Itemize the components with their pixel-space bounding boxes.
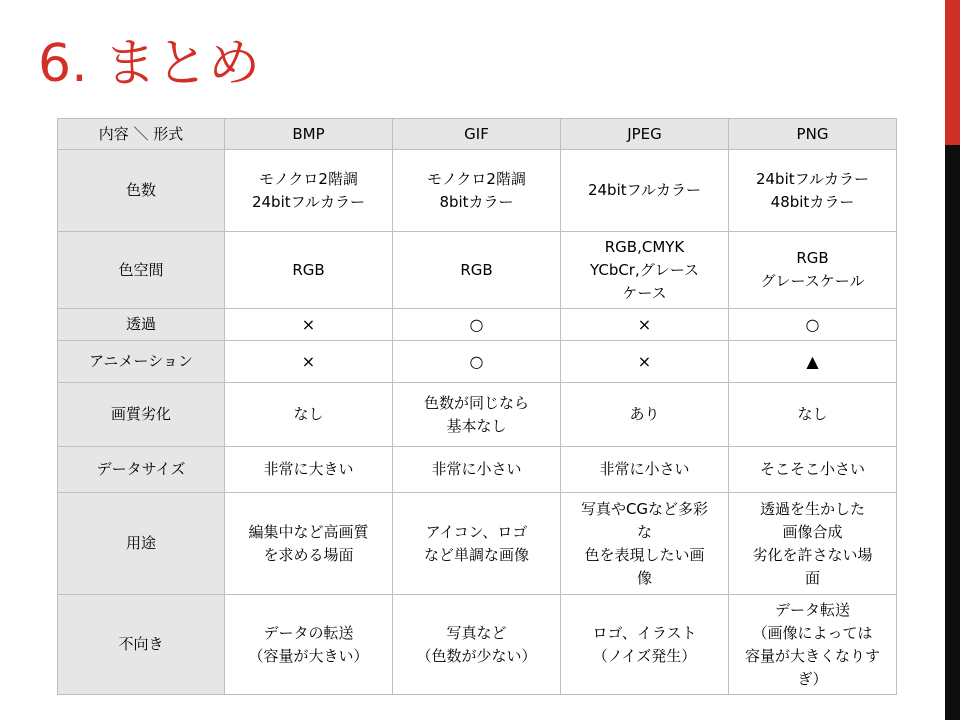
table-cell: ▲ — [729, 341, 897, 383]
table-cell: RGB,CMYK YCbCr,グレース ケース — [561, 232, 729, 309]
table-cell: モノクロ2階調 8bitカラー — [393, 150, 561, 232]
table-cell: データの転送 （容量が大きい） — [225, 595, 393, 695]
table-row-colors — [58, 150, 897, 232]
table-row-use-case — [58, 493, 897, 595]
row-label: データサイズ — [58, 447, 225, 493]
table-row-animation — [58, 341, 897, 383]
table-cell: そこそこ小さい — [729, 447, 897, 493]
table-cell: アイコン、ロゴ など単調な画像 — [393, 493, 561, 595]
table-cell: 非常に大きい — [225, 447, 393, 493]
row-label: 透過 — [58, 309, 225, 341]
row-label: 不向き — [58, 595, 225, 695]
table-cell: ○ — [393, 309, 561, 341]
table-cell: ○ — [393, 341, 561, 383]
table-cell: ロゴ、イラスト （ノイズ発生） — [561, 595, 729, 695]
table-cell: × — [225, 309, 393, 341]
slide-title: 6. まとめ — [38, 34, 261, 94]
table-cell: 透過を生かした 画像合成 劣化を許さない場 面 — [729, 493, 897, 595]
table-cell: × — [561, 341, 729, 383]
table-cell: 24bitフルカラー — [561, 150, 729, 232]
accent-bar-dark — [945, 145, 960, 720]
table-cell: RGB — [393, 232, 561, 309]
table-cell: あり — [561, 383, 729, 447]
table-row-unsuitable — [58, 595, 897, 695]
table-cell: × — [561, 309, 729, 341]
table-header-row — [58, 119, 897, 150]
row-label: 画質劣化 — [58, 383, 225, 447]
table-cell: RGB グレースケール — [729, 232, 897, 309]
row-label: 色数 — [58, 150, 225, 232]
header-cell-jpeg: JPEG — [561, 119, 729, 150]
table-row-data-size — [58, 447, 897, 493]
table-cell: 写真など （色数が少ない） — [393, 595, 561, 695]
table-cell: モノクロ2階調 24bitフルカラー — [225, 150, 393, 232]
table-cell: 色数が同じなら 基本なし — [393, 383, 561, 447]
table-cell: 24bitフルカラー 48bitカラー — [729, 150, 897, 232]
header-cell-png: PNG — [729, 119, 897, 150]
table-cell: 非常に小さい — [393, 447, 561, 493]
header-cell-corner: 内容 ＼ 形式 — [58, 119, 225, 150]
table-cell: × — [225, 341, 393, 383]
header-cell-bmp: BMP — [225, 119, 393, 150]
accent-bar-red — [945, 0, 960, 145]
table-cell: なし — [729, 383, 897, 447]
row-label: 色空間 — [58, 232, 225, 309]
table-row-transparency — [58, 309, 897, 341]
table-cell: 写真やCGなど多彩 な 色を表現したい画 像 — [561, 493, 729, 595]
format-comparison-table — [57, 118, 897, 695]
table-cell: RGB — [225, 232, 393, 309]
table-row-quality-loss — [58, 383, 897, 447]
table-cell: 非常に小さい — [561, 447, 729, 493]
header-cell-gif: GIF — [393, 119, 561, 150]
row-label: アニメーション — [58, 341, 225, 383]
table-cell: ○ — [729, 309, 897, 341]
table-row-color-space — [58, 232, 897, 309]
table-cell: 編集中など高画質 を求める場面 — [225, 493, 393, 595]
table-cell: なし — [225, 383, 393, 447]
row-label: 用途 — [58, 493, 225, 595]
table-cell: データ転送 （画像によっては 容量が大きくなりす ぎ） — [729, 595, 897, 695]
